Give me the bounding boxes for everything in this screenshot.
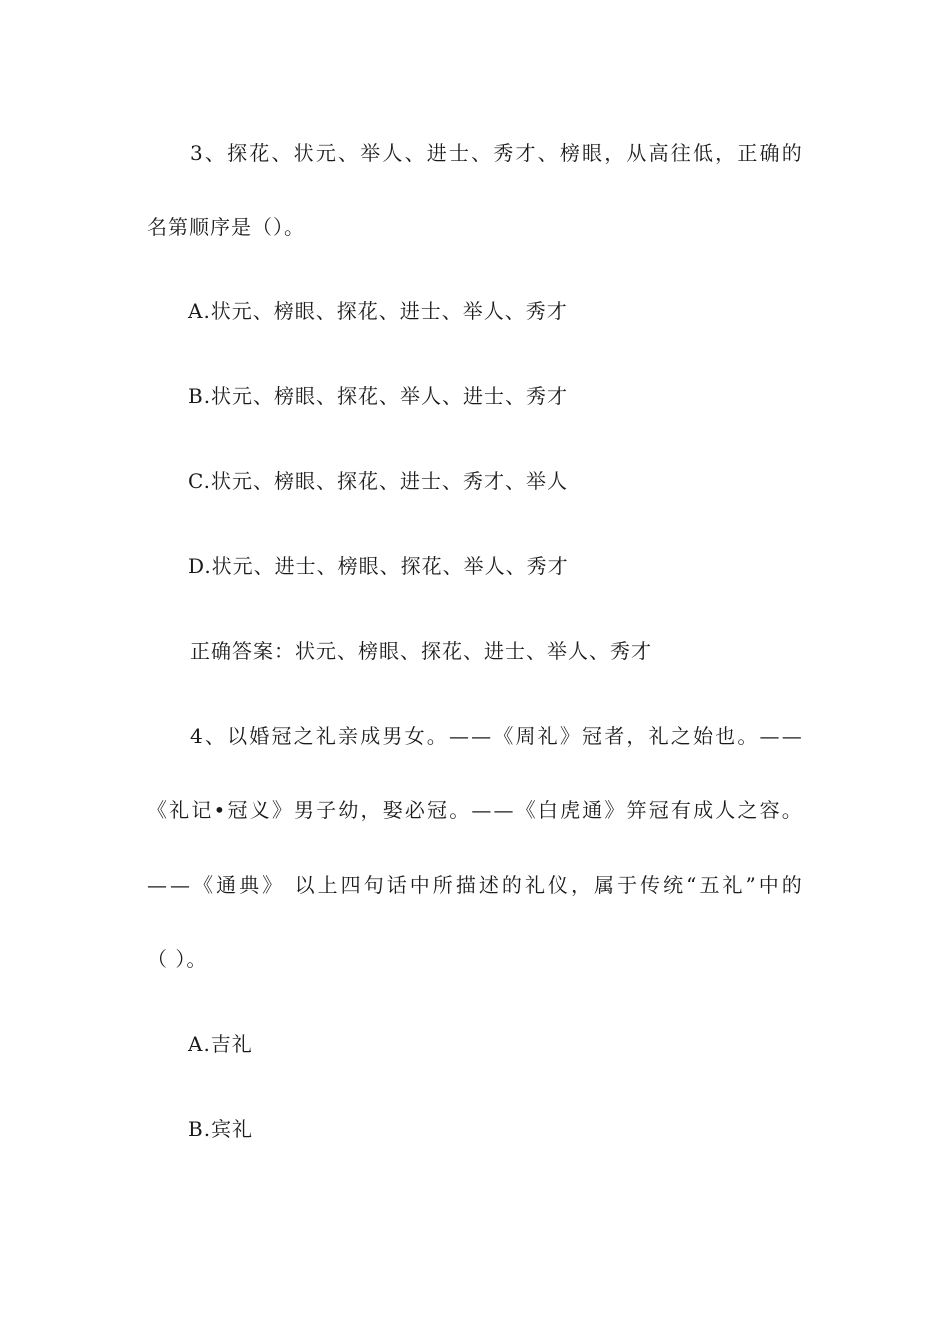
question-4-stem-line-2: 《礼记•冠义》男子幼，娶必冠。——《白虎通》笄冠有成人之容。 bbox=[147, 798, 804, 822]
question-3-option-d: D.状元、进士、榜眼、探花、举人、秀才 bbox=[188, 554, 569, 578]
question-3-option-a: A.状元、榜眼、探花、进士、举人、秀才 bbox=[188, 299, 568, 323]
question-4-option-a: A.吉礼 bbox=[188, 1032, 253, 1056]
question-3-stem-line-2: 名第顺序是（）。 bbox=[147, 215, 305, 239]
question-3-option-c: C.状元、榜眼、探花、进士、秀才、举人 bbox=[188, 469, 568, 493]
question-4-stem-line-4: （ ）。 bbox=[147, 947, 208, 971]
question-4-stem-line-1: 4、以婚冠之礼亲成男女。——《周礼》冠者，礼之始也。—— bbox=[190, 724, 804, 748]
question-4-option-b: B.宾礼 bbox=[188, 1117, 254, 1141]
question-3-answer: 正确答案：状元、榜眼、探花、进士、举人、秀才 bbox=[190, 639, 652, 663]
question-3-option-b: B.状元、榜眼、探花、举人、进士、秀才 bbox=[188, 384, 569, 408]
question-4-stem-line-3: ——《通典》 以上四句话中所描述的礼仪，属于传统“五礼”中的 bbox=[147, 873, 805, 897]
question-3-stem-line-1: 3、探花、状元、举人、进士、秀才、榜眼，从高往低，正确的 bbox=[190, 141, 804, 165]
